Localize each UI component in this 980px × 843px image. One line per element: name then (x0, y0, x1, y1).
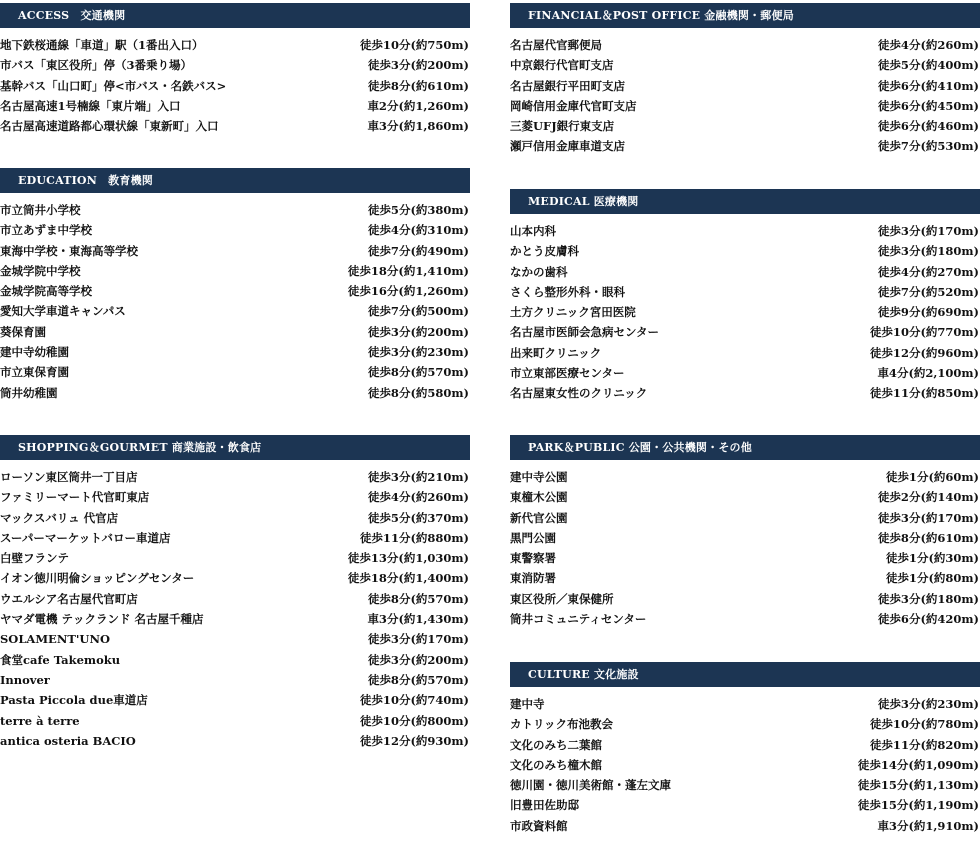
facility-name: 建中寺幼稚園 (0, 345, 69, 360)
list-item (510, 241, 980, 261)
facility-name: 土方クリニック宮田医院 (510, 305, 636, 320)
list-item (510, 735, 980, 755)
facility-name: ローソン東区筒井一丁目店 (0, 470, 138, 484)
facility-name: 建中寺 (510, 697, 545, 711)
facility-name: 三菱UFJ銀行東支店 (510, 119, 615, 134)
facility-distance: 徒歩4分(約260m) (877, 38, 979, 52)
facility-distance: 徒歩3分(約200m) (367, 652, 469, 667)
facility-name: 金城学院高等学校 (0, 284, 92, 299)
list-item (510, 116, 980, 136)
list-item (0, 301, 470, 321)
facility-name: 山本内科 (510, 224, 556, 238)
list-item (0, 220, 470, 240)
facility-name: 筒井コミュニティセンター (510, 612, 647, 627)
facility-distance: 徒歩4分(約310m) (367, 223, 469, 238)
facility-distance: 徒歩4分(約260m) (367, 490, 469, 505)
section-header-park-public: PARK＆PUBLIC 公園・公共機関・その他 (510, 435, 980, 460)
facility-distance: 徒歩9分(約690m) (877, 305, 979, 320)
list-item (0, 650, 470, 670)
list-item (0, 467, 470, 487)
section-header-financial-post-office: FINANCIAL＆POST OFFICE 金融機関・郵便局 (510, 3, 980, 28)
facility-name: terre à terre (0, 713, 80, 728)
facility-distance: 徒歩11分(約880m) (359, 530, 469, 545)
facility-distance: 徒歩6分(約450m) (877, 98, 979, 113)
facility-distance: 徒歩3分(約180m) (877, 591, 979, 606)
facility-distance: 車3分(約1,860m) (367, 119, 469, 134)
park-public-list (510, 460, 980, 629)
list-item (0, 711, 470, 731)
facility-distance: 車3分(約1,430m) (367, 612, 469, 627)
section-header-culture: CULTURE 文化施設 (510, 662, 980, 687)
facility-name: 愛知大学車道キャンパス (0, 304, 126, 319)
facility-name: 市政資料館 (510, 818, 568, 833)
facility-name: 東区役所／東保健所 (510, 591, 614, 606)
facility-name: 市立筒井小学校 (0, 203, 81, 217)
facility-distance: 徒歩18分(約1,410m) (347, 263, 469, 278)
list-item (0, 116, 470, 136)
list-item (510, 816, 980, 836)
list-item (510, 136, 980, 156)
list-item (510, 282, 980, 302)
facility-distance: 徒歩3分(約230m) (367, 345, 469, 360)
facility-distance: 徒歩10分(約770m) (869, 325, 979, 340)
facility-name: マックスバリュ 代官店 (0, 510, 119, 525)
facility-name: 東消防署 (510, 571, 556, 586)
facility-distance: 徒歩6分(約420m) (877, 612, 979, 627)
facility-name: 出来町クリニック (510, 345, 602, 360)
facility-distance: 徒歩8分(約610m) (877, 530, 979, 545)
facility-name: ウエルシア名古屋代官町店 (0, 591, 138, 606)
facility-name: 中京銀行代官町支店 (510, 58, 614, 73)
section-header-access: ACCESS 交通機関 (0, 3, 470, 28)
facility-name: antica osteria BACIO (0, 733, 136, 748)
facility-name: 瀬戸信用金庫車道支店 (510, 139, 625, 154)
list-item (0, 670, 470, 690)
list-item (0, 35, 470, 55)
facility-distance: 徒歩6分(約460m) (877, 119, 979, 134)
list-item (510, 35, 980, 55)
section-culture (510, 662, 980, 836)
list-item (0, 487, 470, 507)
facility-name: 名古屋高速道路都心環状線「東新町」入口 (0, 119, 219, 134)
list-item (0, 55, 470, 75)
facility-distance: 徒歩5分(約380m) (367, 203, 469, 217)
list-item (0, 629, 470, 649)
facility-distance: 徒歩16分(約1,260m) (347, 284, 469, 299)
facility-name: 筒井幼稚園 (0, 385, 58, 400)
shopping-gourmet-list (0, 460, 470, 751)
facility-name: 葵保育園 (0, 324, 46, 339)
facility-name: Pasta Piccola due車道店 (0, 693, 148, 708)
financial-list (510, 28, 980, 157)
facility-distance: 徒歩3分(約170m) (367, 632, 469, 647)
section-education (0, 168, 470, 435)
list-item (510, 568, 980, 588)
facility-distance: 徒歩1分(約60m) (885, 470, 979, 484)
facility-name: ヤマダ電機 テックランド 名古屋千種店 (0, 612, 204, 627)
facility-distance: 徒歩8分(約570m) (367, 672, 469, 687)
list-item (510, 262, 980, 282)
facility-distance: 徒歩13分(約1,030m) (347, 551, 469, 566)
facility-name: 白壁フランテ (0, 551, 69, 566)
facility-name: 東警察署 (510, 551, 556, 566)
facility-distance: 徒歩15分(約1,190m) (857, 798, 979, 813)
facility-name: 新代官公園 (510, 510, 568, 525)
facility-name: 市バス「東区役所」停（3番乗り場） (0, 58, 192, 73)
facility-name: 市立あずま中学校 (0, 223, 92, 238)
list-item (0, 383, 470, 403)
facility-distance: 徒歩12分(約960m) (869, 345, 979, 360)
list-item (510, 589, 980, 609)
list-item (510, 76, 980, 96)
list-item (510, 363, 980, 383)
facility-distance: 徒歩3分(約170m) (877, 510, 979, 525)
facility-name: 基幹バス「山口町」停<市バス・名鉄バス> (0, 78, 227, 93)
facility-distance: 徒歩4分(約270m) (877, 264, 979, 279)
facility-distance: 車2分(約1,260m) (367, 98, 469, 113)
list-item (510, 548, 980, 568)
list-item (0, 261, 470, 281)
facility-distance: 徒歩8分(約570m) (367, 591, 469, 606)
facility-name: 東橦木公園 (510, 490, 568, 505)
facility-name: なかの歯科 (510, 264, 568, 279)
facility-distance: 徒歩10分(約780m) (869, 717, 979, 732)
facility-name: ファミリーマート代官町東店 (0, 490, 150, 505)
facility-distance: 徒歩3分(約170m) (877, 224, 979, 238)
facility-name: スーパーマーケットバロー車道店 (0, 530, 171, 545)
facility-name: 名古屋市医師会急病センター (510, 325, 660, 340)
left-column (0, 3, 470, 751)
facility-name: 東海中学校・東海高等学校 (0, 243, 138, 258)
facility-name: イオン徳川明倫ショッピングセンター (0, 571, 195, 586)
education-list (0, 193, 470, 403)
list-item (0, 241, 470, 261)
facility-distance: 徒歩5分(約400m) (877, 58, 979, 73)
facility-distance: 徒歩3分(約210m) (367, 470, 469, 484)
facility-name: 地下鉄桜通線「車道」駅（1番出入口） (0, 38, 204, 52)
facility-name: 市立東保育園 (0, 365, 69, 380)
facility-name: 名古屋高速1号楠線「東片端」入口 (0, 98, 181, 113)
list-item (510, 508, 980, 528)
facility-name: 名古屋銀行平田町支店 (510, 78, 625, 93)
section-shopping-gourmet (0, 435, 470, 751)
list-item (510, 343, 980, 363)
facility-distance: 徒歩1分(約80m) (885, 571, 979, 586)
facility-name: 黒門公園 (510, 530, 556, 545)
facility-name: 建中寺公園 (510, 470, 568, 484)
facility-name: さくら整形外科・眼科 (510, 284, 625, 299)
facility-distance: 徒歩3分(約200m) (367, 58, 469, 73)
facility-distance: 徒歩7分(約530m) (877, 139, 979, 154)
list-item (0, 362, 470, 382)
list-item (510, 714, 980, 734)
list-item (510, 383, 980, 403)
facility-name: カトリック布池教会 (510, 717, 614, 732)
list-item (510, 96, 980, 116)
facility-distance: 車4分(約2,100m) (877, 366, 979, 381)
facility-name: SOLAMENT'UNO (0, 632, 110, 647)
facility-distance: 徒歩15分(約1,130m) (857, 778, 979, 793)
list-item (0, 731, 470, 751)
list-item (0, 281, 470, 301)
section-park-public (510, 435, 980, 662)
list-item (0, 528, 470, 548)
section-financial-post-office (510, 3, 980, 189)
facility-name: 岡崎信用金庫代官町支店 (510, 98, 637, 113)
facility-name: かとう皮膚科 (510, 244, 579, 259)
list-item (510, 609, 980, 629)
list-item (0, 589, 470, 609)
facility-distance: 徒歩2分(約140m) (877, 490, 979, 505)
facility-name: 名古屋東女性のクリニック (510, 386, 648, 401)
list-item (510, 528, 980, 548)
facility-name: 旧豊田佐助邸 (510, 798, 579, 813)
facility-distance: 徒歩6分(約410m) (877, 78, 979, 93)
medical-list (510, 214, 980, 404)
facility-distance: 徒歩10分(約800m) (359, 713, 469, 728)
section-header-shopping-gourmet: SHOPPING＆GOURMET 商業施設・飲食店 (0, 435, 470, 460)
section-medical (510, 189, 980, 435)
facility-name: 文化のみち橦木館 (510, 757, 602, 772)
facility-name: Innover (0, 672, 50, 687)
facility-distance: 徒歩10分(約740m) (359, 693, 469, 708)
list-item (510, 322, 980, 342)
facility-distance: 徒歩11分(約820m) (869, 737, 979, 752)
facility-distance: 徒歩5分(約370m) (367, 510, 469, 525)
facility-distance: 徒歩10分(約750m) (359, 38, 469, 52)
list-item (0, 76, 470, 96)
facility-distance: 徒歩7分(約490m) (367, 243, 469, 258)
list-item (0, 200, 470, 220)
list-item (0, 508, 470, 528)
access-list (0, 28, 470, 136)
list-item (0, 609, 470, 629)
facility-distance: 徒歩8分(約580m) (367, 385, 469, 400)
facility-distance: 徒歩12分(約930m) (359, 733, 469, 748)
list-item (0, 690, 470, 710)
facility-distance: 徒歩3分(約230m) (877, 697, 979, 711)
list-item (510, 755, 980, 775)
facility-distance: 徒歩3分(約200m) (367, 324, 469, 339)
facility-name: 市立東部医療センター (510, 366, 625, 381)
list-item (510, 775, 980, 795)
list-item (510, 467, 980, 487)
facility-name: 名古屋代官郵便局 (510, 38, 602, 52)
section-header-education: EDUCATION 教育機関 (0, 168, 470, 193)
culture-list (510, 687, 980, 836)
list-item (0, 548, 470, 568)
facility-name: 金城学院中学校 (0, 263, 81, 278)
list-item (510, 487, 980, 507)
list-item (0, 322, 470, 342)
facility-distance: 徒歩14分(約1,090m) (857, 757, 979, 772)
list-item (510, 795, 980, 815)
list-item (510, 55, 980, 75)
list-item (0, 342, 470, 362)
list-item (510, 221, 980, 241)
facility-distance: 徒歩3分(約180m) (877, 244, 979, 259)
right-column (510, 3, 980, 836)
facility-name: 食堂cafe Takemoku (0, 652, 121, 667)
list-item (0, 96, 470, 116)
list-item (0, 568, 470, 588)
facility-distance: 車3分(約1,910m) (877, 818, 979, 833)
facility-distance: 徒歩18分(約1,400m) (347, 571, 469, 586)
section-header-medical: MEDICAL 医療機関 (510, 189, 980, 214)
facility-distance: 徒歩7分(約500m) (367, 304, 469, 319)
list-item (510, 302, 980, 322)
section-access (0, 3, 470, 168)
facility-name: 文化のみち二葉館 (510, 737, 602, 752)
facility-distance: 徒歩8分(約570m) (367, 365, 469, 380)
facility-distance: 徒歩1分(約30m) (885, 551, 979, 566)
facility-name: 徳川園・徳川美術館・蓬左文庫 (510, 778, 671, 793)
facility-distance: 徒歩11分(約850m) (869, 386, 979, 401)
facility-distance: 徒歩8分(約610m) (367, 78, 469, 93)
list-item (510, 694, 980, 714)
facility-distance: 徒歩7分(約520m) (877, 284, 979, 299)
